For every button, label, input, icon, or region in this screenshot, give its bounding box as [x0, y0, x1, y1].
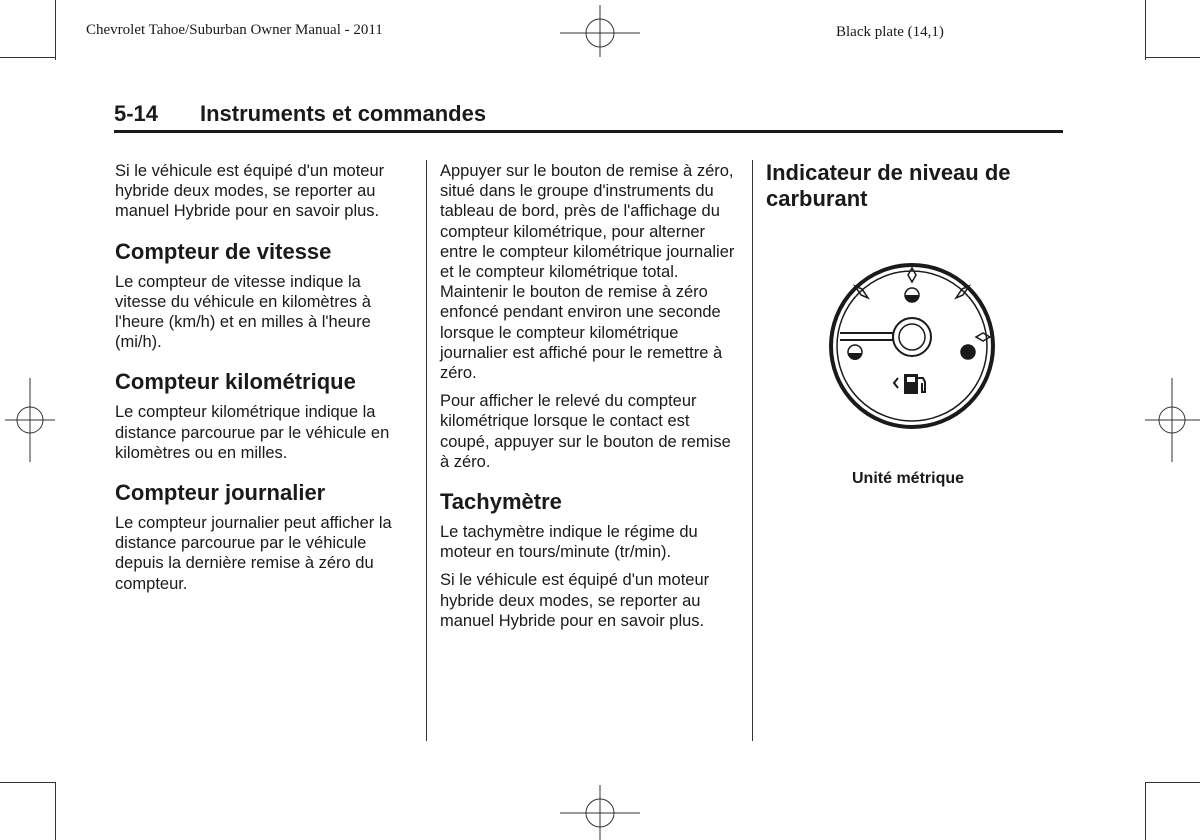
page-title	[114, 101, 486, 127]
tachometer-heading: Tachymètre	[440, 489, 562, 515]
plate-label: Black plate (14,1)	[836, 24, 944, 40]
title-rule	[114, 130, 1063, 133]
crop-mark-top-left-vertical	[55, 0, 56, 60]
hybrid-note: Si le véhicule est équipé d'un moteur hybride deux modes, se reporter au manuel Hybride pour en savoir plus.	[440, 571, 710, 630]
page-number: 5-14	[114, 101, 159, 126]
registration-mark-top-icon	[560, 5, 640, 57]
gauge-needle	[840, 333, 893, 340]
crop-mark-bottom-right-vertical	[1145, 782, 1146, 840]
tripmeter-heading: Compteur journalier	[115, 480, 326, 506]
fuel-gauge-heading: Indicateur de niveau de carburant	[766, 160, 1011, 211]
section-title: Instruments et commandes	[200, 101, 487, 126]
fuel-gauge-caption: Unité métrique	[852, 470, 965, 487]
fuel-gauge-illustration	[818, 260, 1006, 432]
odometer-body: Le compteur kilométrique indique la distance parcourue par le véhicule en kilomètres ou en milles.	[115, 403, 390, 462]
crop-mark-bottom-left-horizontal	[0, 782, 55, 783]
book-title: Chevrolet Tahoe/Suburban Owner Manual - 2011	[86, 22, 383, 38]
tick-quarter-left	[855, 286, 868, 298]
crop-mark-top-right-horizontal	[1145, 57, 1200, 58]
registration-mark-bottom-icon	[560, 785, 640, 840]
column-divider-1	[426, 160, 427, 741]
reset-instructions: Appuyer sur le bouton de remise à zéro, situé dans le groupe d'instruments du tableau de bord, près de l'affichage du compteur kilométrique, pour alterner entre le compteur kilométrique journalier et le compteur kilométrique total. Maintenir le bouton de remise à zéro enfoncé pendant environ une seconde lorsque le compteur kilométrique journalier est affiché pour le remettre à zéro.	[440, 162, 735, 383]
speedometer-body: Le compteur de vitesse indique la vitesse du véhicule en kilomètres à l'heure (km/h) et en milles à l'heure (mi/h).	[115, 272, 371, 352]
column-2	[440, 161, 736, 631]
tachometer-body: Le tachymètre indique le régime du moteur en tours/minute (tr/min).	[440, 523, 698, 562]
ignition-off-note: Pour afficher le relevé du compteur kilométrique lorsque le contact est coupé, appuyer sur le bouton de remise à zéro.	[440, 392, 731, 471]
empty-tank-icon	[961, 345, 975, 359]
tick-quarter-right	[956, 286, 969, 298]
tripmeter-body: Le compteur journalier peut afficher la distance parcourue par le véhicule depuis la dernière remise à zéro du compteur.	[115, 514, 392, 593]
crop-mark-top-left-horizontal	[0, 57, 55, 58]
tick-empty	[976, 333, 990, 341]
registration-mark-left-icon	[5, 378, 55, 462]
registration-mark-right-icon	[1145, 378, 1200, 462]
crop-mark-top-right-vertical	[1145, 0, 1146, 60]
speedometer-heading: Compteur de vitesse	[115, 238, 332, 264]
hybrid-note: Si le véhicule est équipé d'un moteur hybride deux modes, se reporter au manuel Hybride pour en savoir plus.	[115, 162, 385, 221]
crop-mark-bottom-left-vertical	[55, 782, 56, 840]
crop-mark-bottom-right-horizontal	[1145, 782, 1200, 783]
odometer-heading: Compteur kilométrique	[115, 369, 356, 395]
tick-full	[908, 268, 916, 282]
column-3	[766, 160, 1056, 212]
fuel-pump-icon	[894, 374, 925, 394]
column-divider-2	[752, 160, 753, 741]
column-1	[115, 161, 415, 594]
